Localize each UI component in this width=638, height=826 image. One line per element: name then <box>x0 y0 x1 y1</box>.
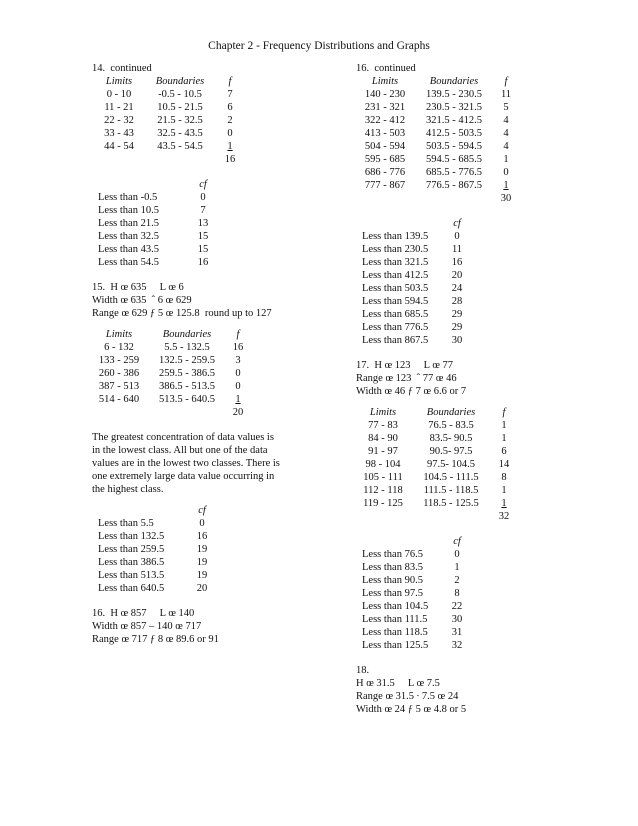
table-row <box>362 587 472 600</box>
col-header-f: f <box>228 76 232 87</box>
cell-limits: 0 - 10 <box>106 89 132 100</box>
cell-class: Less than 76.5 <box>362 549 423 560</box>
cell-boundaries: 104.5 - 111.5 <box>423 472 479 483</box>
right-column <box>356 62 616 716</box>
col-header-limits: Limits <box>371 76 399 87</box>
cell-cf: 29 <box>451 322 463 333</box>
cell-limits: 33 - 43 <box>104 128 134 139</box>
cell-limits: 6 - 132 <box>104 342 134 353</box>
table-row <box>98 530 216 543</box>
cell-class: Less than 125.5 <box>362 640 429 651</box>
cell-f: 0 <box>503 167 509 178</box>
table-row <box>98 204 218 217</box>
cell-boundaries: 132.5 - 259.5 <box>159 355 215 366</box>
cell-limits: 98 - 104 <box>365 459 401 470</box>
problem-15-line: 15. H œ 635 L œ 6 <box>92 282 184 293</box>
table-row <box>362 243 472 256</box>
cell-cf: 0 <box>454 231 460 242</box>
cell-class: Less than 139.5 <box>362 231 429 242</box>
table-row <box>362 256 472 269</box>
cell-total: 16 <box>224 154 236 165</box>
cell-limits: 133 - 259 <box>98 355 140 366</box>
table-row <box>92 367 248 380</box>
table-row <box>362 600 472 613</box>
cell-limits: 260 - 386 <box>98 368 140 379</box>
cumulative-table-16 <box>362 217 472 347</box>
col-header-limits: Limits <box>105 329 133 340</box>
col-header-boundaries: Boundaries <box>426 407 476 418</box>
table-row <box>92 341 248 354</box>
cell-cf: 20 <box>451 270 463 281</box>
page-title: Chapter 2 - Frequency Distributions and Graphs <box>208 40 430 52</box>
table-row <box>362 613 472 626</box>
table-row <box>356 445 516 458</box>
cell-limits: 514 - 640 <box>98 394 140 405</box>
cell-boundaries: 230.5 - 321.5 <box>426 102 482 113</box>
table-row <box>98 543 216 556</box>
problem-16-line: Range œ 717 ƒ 8 œ 89.6 or 91 <box>92 634 219 645</box>
cell-boundaries: 503.5 - 594.5 <box>426 141 482 152</box>
table-row <box>362 282 472 295</box>
table-row <box>98 101 240 114</box>
cell-class: Less than 97.5 <box>362 588 423 599</box>
table-row <box>98 114 240 127</box>
cell-cf: 29 <box>451 309 463 320</box>
cell-limits: 140 - 230 <box>364 89 406 100</box>
cell-boundaries: 90.5- 97.5 <box>429 446 473 457</box>
cell-cf: 19 <box>196 570 208 581</box>
table-row <box>358 179 516 192</box>
cell-cf: 28 <box>451 296 463 307</box>
cell-class: Less than -0.5 <box>98 192 158 203</box>
cell-f: 1 <box>501 498 507 509</box>
cell-cf: 0 <box>199 518 205 529</box>
cell-boundaries: 139.5 - 230.5 <box>426 89 482 100</box>
cell-boundaries: 513.5 - 640.5 <box>159 394 215 405</box>
cell-boundaries: 321.5 - 412.5 <box>426 115 482 126</box>
table-row <box>358 166 516 179</box>
cell-limits: 77 - 83 <box>368 420 398 431</box>
cell-cf: 32 <box>451 640 463 651</box>
cell-class: Less than 230.5 <box>362 244 429 255</box>
cell-class: Less than 111.5 <box>362 614 428 625</box>
table-row <box>92 380 248 393</box>
cell-class: Less than 32.5 <box>98 231 159 242</box>
col-header-boundaries: Boundaries <box>155 76 205 87</box>
cell-class: Less than 5.5 <box>98 518 154 529</box>
cell-f: 7 <box>227 89 233 100</box>
table-total-row <box>358 192 516 205</box>
table-row <box>98 217 218 230</box>
cell-f: 6 <box>501 446 507 457</box>
table-row <box>362 639 472 652</box>
cell-boundaries: 97.5- 104.5 <box>426 459 476 470</box>
table-row <box>92 393 248 406</box>
cell-class: Less than 10.5 <box>98 205 159 216</box>
table-row <box>362 321 472 334</box>
cell-boundaries: 412.5 - 503.5 <box>426 128 482 139</box>
cell-f: 1 <box>501 485 507 496</box>
cell-f: 1 <box>501 433 507 444</box>
cell-class: Less than 412.5 <box>362 270 429 281</box>
problem-18-line: Range œ 31.5 ∙ 7.5 œ 24 <box>356 691 459 702</box>
table-row <box>356 419 516 432</box>
cell-limits: 119 - 125 <box>363 498 403 509</box>
table-row <box>362 334 472 347</box>
problem-17-line: Range œ 123 ˆ 77 œ 46 <box>356 373 457 384</box>
table-row <box>362 308 472 321</box>
cell-class: Less than 54.5 <box>98 257 159 268</box>
cell-cf: 16 <box>197 257 209 268</box>
cell-limits: 44 - 54 <box>104 141 134 152</box>
col-header-cf: cf <box>453 218 461 229</box>
problem-16-continued-heading: 16. continued <box>356 63 416 74</box>
table-row <box>362 548 472 561</box>
table-row <box>356 458 516 471</box>
cell-cf: 30 <box>451 614 463 625</box>
col-header-f: f <box>502 407 506 418</box>
cell-limits: 413 - 503 <box>364 128 406 139</box>
cell-cf: 0 <box>200 192 206 203</box>
cell-boundaries: 118.5 - 125.5 <box>423 498 479 509</box>
cell-cf: 11 <box>451 244 463 255</box>
table-total-row <box>92 406 248 419</box>
cell-class: Less than 104.5 <box>362 601 429 612</box>
cell-total: 20 <box>232 407 244 418</box>
problem-15-line: Range œ 629 ƒ 5 œ 125.8 round up to 127 <box>92 308 272 319</box>
table-row <box>92 354 248 367</box>
cell-f: 0 <box>235 368 241 379</box>
cell-class: Less than 386.5 <box>98 557 165 568</box>
table-row <box>98 191 218 204</box>
cell-cf: 0 <box>454 549 460 560</box>
table-row <box>98 127 240 140</box>
cell-boundaries: 685.5 - 776.5 <box>426 167 482 178</box>
col-header-f: f <box>236 329 240 340</box>
table-row <box>362 295 472 308</box>
problem-18-line: Width œ 24 ƒ 5 œ 4.8 or 5 <box>356 704 467 715</box>
cell-cf: 2 <box>454 575 460 586</box>
cell-f: 8 <box>501 472 507 483</box>
cell-class: Less than 321.5 <box>362 257 429 268</box>
table-row <box>356 432 516 445</box>
table-row <box>358 114 516 127</box>
cell-limits: 777 - 867 <box>364 180 406 191</box>
cell-f: 0 <box>235 381 241 392</box>
table-row <box>356 484 516 497</box>
cell-class: Less than 259.5 <box>98 544 165 555</box>
cell-boundaries: 259.5 - 386.5 <box>159 368 215 379</box>
cell-f: 1 <box>503 154 509 165</box>
cumulative-table-14 <box>98 178 218 269</box>
problem-18-line: H œ 31.5 L œ 7.5 <box>356 678 440 689</box>
problem-16-line: Width œ 857 – 140 œ 717 <box>92 621 202 632</box>
cell-boundaries: 83.5- 90.5 <box>429 433 473 444</box>
table-row <box>98 256 218 269</box>
cell-cf: 19 <box>196 544 208 555</box>
cell-cf: 8 <box>454 588 460 599</box>
cell-f: 4 <box>503 128 509 139</box>
table-total-row <box>356 510 516 523</box>
cell-class: Less than 83.5 <box>362 562 423 573</box>
cell-limits: 686 - 776 <box>364 167 406 178</box>
cell-boundaries: 776.5 - 867.5 <box>426 180 482 191</box>
table-row <box>98 230 218 243</box>
cell-cf: 20 <box>196 583 208 594</box>
cell-cf: 1 <box>454 562 460 573</box>
table-row <box>362 574 472 587</box>
cell-cf: 16 <box>196 531 208 542</box>
cell-total: 32 <box>498 511 510 522</box>
cell-cf: 7 <box>200 205 206 216</box>
cell-f: 1 <box>227 141 233 152</box>
cumulative-table-17 <box>362 535 472 652</box>
cell-f: 1 <box>503 180 509 191</box>
table-row <box>98 140 240 153</box>
cell-class: Less than 21.5 <box>98 218 159 229</box>
table-row <box>358 153 516 166</box>
frequency-table-16 <box>358 75 516 205</box>
cell-f: 4 <box>503 115 509 126</box>
cell-f: 16 <box>232 342 244 353</box>
problem-17-line: 17. H œ 123 L œ 77 <box>356 360 454 371</box>
cell-f: 11 <box>500 89 512 100</box>
cell-limits: 22 - 32 <box>104 115 134 126</box>
cell-limits: 112 - 118 <box>363 485 403 496</box>
col-header-cf: cf <box>453 536 461 547</box>
cell-class: Less than 132.5 <box>98 531 165 542</box>
cell-class: Less than 503.5 <box>362 283 429 294</box>
cell-boundaries: 21.5 - 32.5 <box>157 115 203 126</box>
cell-limits: 322 - 412 <box>364 115 406 126</box>
cell-class: Less than 776.5 <box>362 322 429 333</box>
cell-f: 0 <box>227 128 233 139</box>
cell-cf: 24 <box>451 283 463 294</box>
table-row <box>98 517 216 530</box>
cell-cf: 19 <box>196 557 208 568</box>
table-row <box>98 569 216 582</box>
col-header-cf: cf <box>198 505 206 516</box>
table-row <box>362 269 472 282</box>
table-row <box>356 497 516 510</box>
cell-cf: 13 <box>197 218 209 229</box>
cell-limits: 91 - 97 <box>368 446 398 457</box>
cell-cf: 22 <box>451 601 463 612</box>
frequency-table-14 <box>98 75 240 166</box>
col-header-boundaries: Boundaries <box>162 329 212 340</box>
cell-limits: 231 - 321 <box>364 102 406 113</box>
table-row <box>358 88 516 101</box>
cell-f: 4 <box>503 141 509 152</box>
table-row <box>98 582 216 595</box>
table-row <box>98 243 218 256</box>
frequency-table-15 <box>92 328 248 419</box>
cell-limits: 595 - 685 <box>364 154 406 165</box>
cell-f: 1 <box>501 420 507 431</box>
cell-cf: 31 <box>451 627 463 638</box>
cell-boundaries: 386.5 - 513.5 <box>159 381 215 392</box>
cell-boundaries: 43.5 - 54.5 <box>157 141 203 152</box>
cell-boundaries: 5.5 - 132.5 <box>164 342 210 353</box>
left-column <box>92 62 352 646</box>
table-row <box>98 88 240 101</box>
cell-f: 6 <box>227 102 233 113</box>
cell-boundaries: 111.5 - 118.5 <box>423 485 479 496</box>
cell-f: 1 <box>235 394 241 405</box>
col-header-limits: Limits <box>369 407 397 418</box>
cell-class: Less than 90.5 <box>362 575 423 586</box>
cell-limits: 387 - 513 <box>98 381 140 392</box>
table-total-row <box>98 153 240 166</box>
cell-boundaries: 10.5 - 21.5 <box>157 102 203 113</box>
problem-15-line: Width œ 635 ˆ 6 œ 629 <box>92 295 192 306</box>
problem-16-line: 16. H œ 857 L œ 140 <box>92 608 195 619</box>
cell-class: Less than 867.5 <box>362 335 429 346</box>
table-row <box>358 140 516 153</box>
cell-cf: 15 <box>197 231 209 242</box>
table-row <box>362 561 472 574</box>
cell-boundaries: 32.5 - 43.5 <box>157 128 203 139</box>
col-header-boundaries: Boundaries <box>429 76 479 87</box>
table-row <box>362 230 472 243</box>
cell-class: Less than 685.5 <box>362 309 429 320</box>
cell-limits: 11 - 21 <box>104 102 134 113</box>
cell-f: 2 <box>227 115 233 126</box>
cell-cf: 30 <box>451 335 463 346</box>
cell-f: 3 <box>235 355 241 366</box>
cell-class: Less than 513.5 <box>98 570 165 581</box>
cell-total: 30 <box>500 193 512 204</box>
cell-boundaries: -0.5 - 10.5 <box>158 89 202 100</box>
col-header-f: f <box>504 76 508 87</box>
cell-boundaries: 76.5 - 83.5 <box>428 420 474 431</box>
cell-f: 5 <box>503 102 509 113</box>
cell-class: Less than 43.5 <box>98 244 159 255</box>
cell-cf: 15 <box>197 244 209 255</box>
problem-17-line: Width œ 46 ƒ 7 œ 6.6 or 7 <box>356 386 467 397</box>
table-row <box>98 556 216 569</box>
cell-f: 14 <box>498 459 510 470</box>
table-row <box>358 101 516 114</box>
col-header-cf: cf <box>199 179 207 190</box>
problem-14-heading: 14. continued <box>92 63 152 74</box>
problem-18-line: 18. <box>356 665 370 676</box>
col-header-limits: Limits <box>105 76 133 87</box>
cell-class: Less than 640.5 <box>98 583 165 594</box>
table-row <box>358 127 516 140</box>
table-row <box>356 471 516 484</box>
cumulative-table-15 <box>98 504 216 595</box>
frequency-table-17 <box>356 406 516 523</box>
cell-boundaries: 594.5 - 685.5 <box>426 154 482 165</box>
cell-limits: 504 - 594 <box>364 141 406 152</box>
cell-class: Less than 594.5 <box>362 296 429 307</box>
cell-class: Less than 118.5 <box>362 627 428 638</box>
problem-15-paragraph: The greatest concentration of data values is in the lowest class. All but one of the data values are in the lowest two classes. There is one extremely large data value occurring in the highest class. <box>92 432 280 495</box>
cell-cf: 16 <box>451 257 463 268</box>
cell-limits: 105 - 111 <box>363 472 403 483</box>
cell-limits: 84 - 90 <box>368 433 398 444</box>
table-row <box>362 626 472 639</box>
